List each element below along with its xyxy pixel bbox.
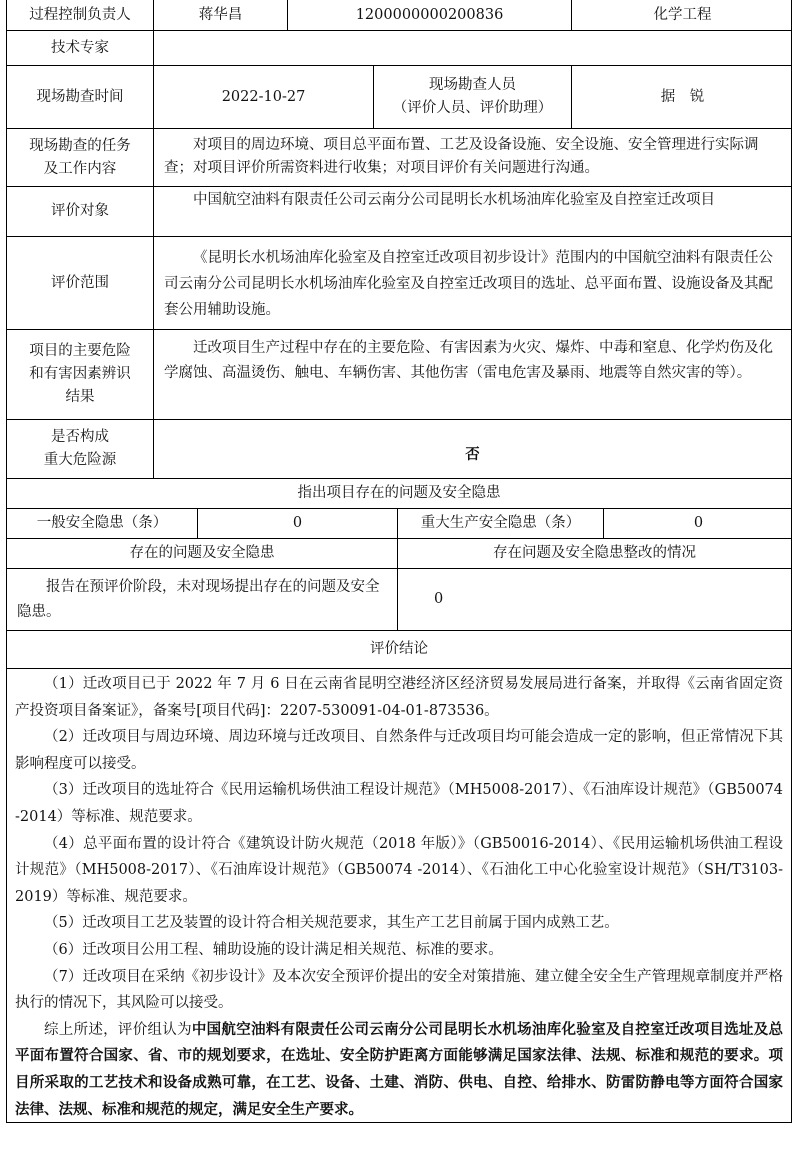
conclusion-title-row: [6, 631, 792, 669]
responsible-row: [6, 0, 792, 31]
rectify-column-header: 存在问题及安全隐患整改的情况: [397, 539, 791, 568]
survey-staff-value: 据 锐: [571, 66, 793, 128]
scope-row: [6, 237, 792, 330]
responsible-major: 化学工程: [571, 0, 793, 30]
issues-header-row: [6, 539, 792, 569]
evaluation-form: [6, 0, 792, 1123]
major-hazard-label: 是否构成 重大危险源: [43, 429, 117, 468]
issues-count-row: [6, 509, 792, 539]
survey-row: [6, 66, 792, 129]
scope-label: 评价范围: [51, 274, 109, 291]
survey-staff-label: 现场勘查人员 （评价人员、评价助理）: [373, 66, 571, 128]
tasks-row: [6, 129, 792, 187]
survey-time-label: 现场勘查时间: [36, 88, 124, 105]
issues-title-row: [6, 479, 792, 509]
scope-text: 《昆明长水机场油库化验室及自控室迁改项目初步设计》范围内的中国航空油料有限责任公司云南分公司昆明长水机场油库化验室及自控室迁改项目的选址、总平面布置、设施设备及其配套公用辅助设施。: [153, 237, 791, 329]
issues-text: 报告在预评价阶段，未对现场提出存在的问题及安全隐患。: [17, 579, 380, 620]
issues-title: 指出项目存在的问题及安全隐患: [297, 485, 501, 501]
general-hazard-label: 一般安全隐患（条）: [36, 515, 168, 531]
hazards-text: 迁改项目生产过程中存在的主要危险、有害因素为火灾、爆炸、中毒和窒息、化学灼伤及化学腐蚀、高温烫伤、触电、车辆伤害、其他伤害（雷电危害及暴雨、地震等自然灾害的等）。: [153, 330, 791, 419]
hazards-row: [6, 330, 792, 420]
major-production-hazard-count: 0: [603, 509, 793, 538]
experts-value: [153, 31, 791, 65]
issues-body-row: [6, 569, 792, 631]
conclusion-item-7: （7）迁改项目在采纳《初步设计》及本次安全预评价提出的安全对策措施、建立健全安全生产管理规章制度并严格执行的情况下，其风险可以接受。: [15, 968, 783, 1012]
tasks-label: 现场勘查的任务 及工作内容: [29, 137, 131, 177]
conclusion-item-5: （5）迁改项目工艺及装置的设计符合相关规范要求，其生产工艺目前属于国内成熟工艺。: [44, 915, 619, 932]
rectify-value: 0: [397, 569, 791, 630]
survey-time-value: 2022-10-27: [153, 66, 373, 128]
conclusion-item-6: （6）迁改项目公用工程、辅助设施的设计满足相关规范、标准的要求。: [44, 941, 503, 958]
conclusion-body: [6, 669, 792, 1123]
conclusion-title: 评价结论: [370, 641, 428, 657]
general-hazard-count: 0: [197, 509, 397, 538]
experts-row: [6, 31, 792, 66]
conclusion-item-3: （3）迁改项目的选址符合《民用运输机场供油工程设计规范》（MH5008-2017）、《石油库设计规范》（GB50074 -2014）等标准、规范要求。: [15, 782, 783, 825]
responsible-name: 蒋华昌: [153, 0, 287, 30]
summary-bold-text: 中国航空油料有限责任公司云南分公司昆明长水机场油库化验室及自控室迁改项目选址及总平面布置符合国家、省、市的规划要求，在选址、安全防护距离方面能够满足国家法律、法规、标准和规范的要求。项目所采取的工艺技术和设备成熟可靠，在工艺、设备、土建、消防、供电、自控、给排水、防雷防静电等方面符合国家法律、法规、标准和规范的规定，满足安全生产要求。: [15, 1020, 783, 1118]
hazards-label: 项目的主要危险 和有害因素辨识 结果: [29, 343, 131, 405]
object-row: [6, 187, 792, 237]
conclusion-item-4: （4）总平面布置的设计符合《建筑设计防火规范（2018 年版）》（GB50016-2014）、《民用运输机场供油工程设计规范》（MH5008-2017）、《石油库设计规范》（GB50074 -2014）、《石油化工中心化验室设计规范》（SH/T3103-2019）等标准、规范要求。: [15, 835, 783, 905]
experts-label: 技术专家: [51, 39, 109, 56]
object-text: 中国航空油料有限责任公司云南分公司昆明长水机场油库化验室及自控室迁改项目: [153, 187, 791, 236]
conclusion-item-1: （1）迁改项目已于 2022 年 7 月 6 日在云南省昆明空港经济区经济贸易发展局进行备案，并取得《云南省固定资产投资项目备案证》，备案号[项目代码]：2207-530091-04-01-873536。: [15, 676, 783, 719]
object-label: 评价对象: [51, 203, 109, 219]
major-production-hazard-label: 重大生产安全隐患（条）: [397, 509, 603, 538]
responsible-label: 过程控制负责人: [29, 6, 131, 23]
tasks-text: 对项目的周边环境、项目总平面布置、工艺及设备设施、安全设施、安全管理进行实际调查；对项目评价所需资料进行收集；对项目评价有关问题进行沟通。: [153, 129, 791, 186]
summary-prefix: 综上所述，评价组认为: [44, 1021, 192, 1038]
major-hazard-row: [6, 420, 792, 479]
major-hazard-value: 否: [153, 420, 791, 478]
issues-column-header: 存在的问题及安全隐患: [129, 545, 275, 561]
conclusion-summary: [15, 1017, 783, 1123]
responsible-id: 1200000000200836: [287, 0, 571, 30]
conclusion-item-2: （2）迁改项目与周边环境、周边环境与迁改项目、自然条件与迁改项目均可能会造成一定的影响，但正常情况下其影响程度可以接受。: [15, 729, 783, 772]
